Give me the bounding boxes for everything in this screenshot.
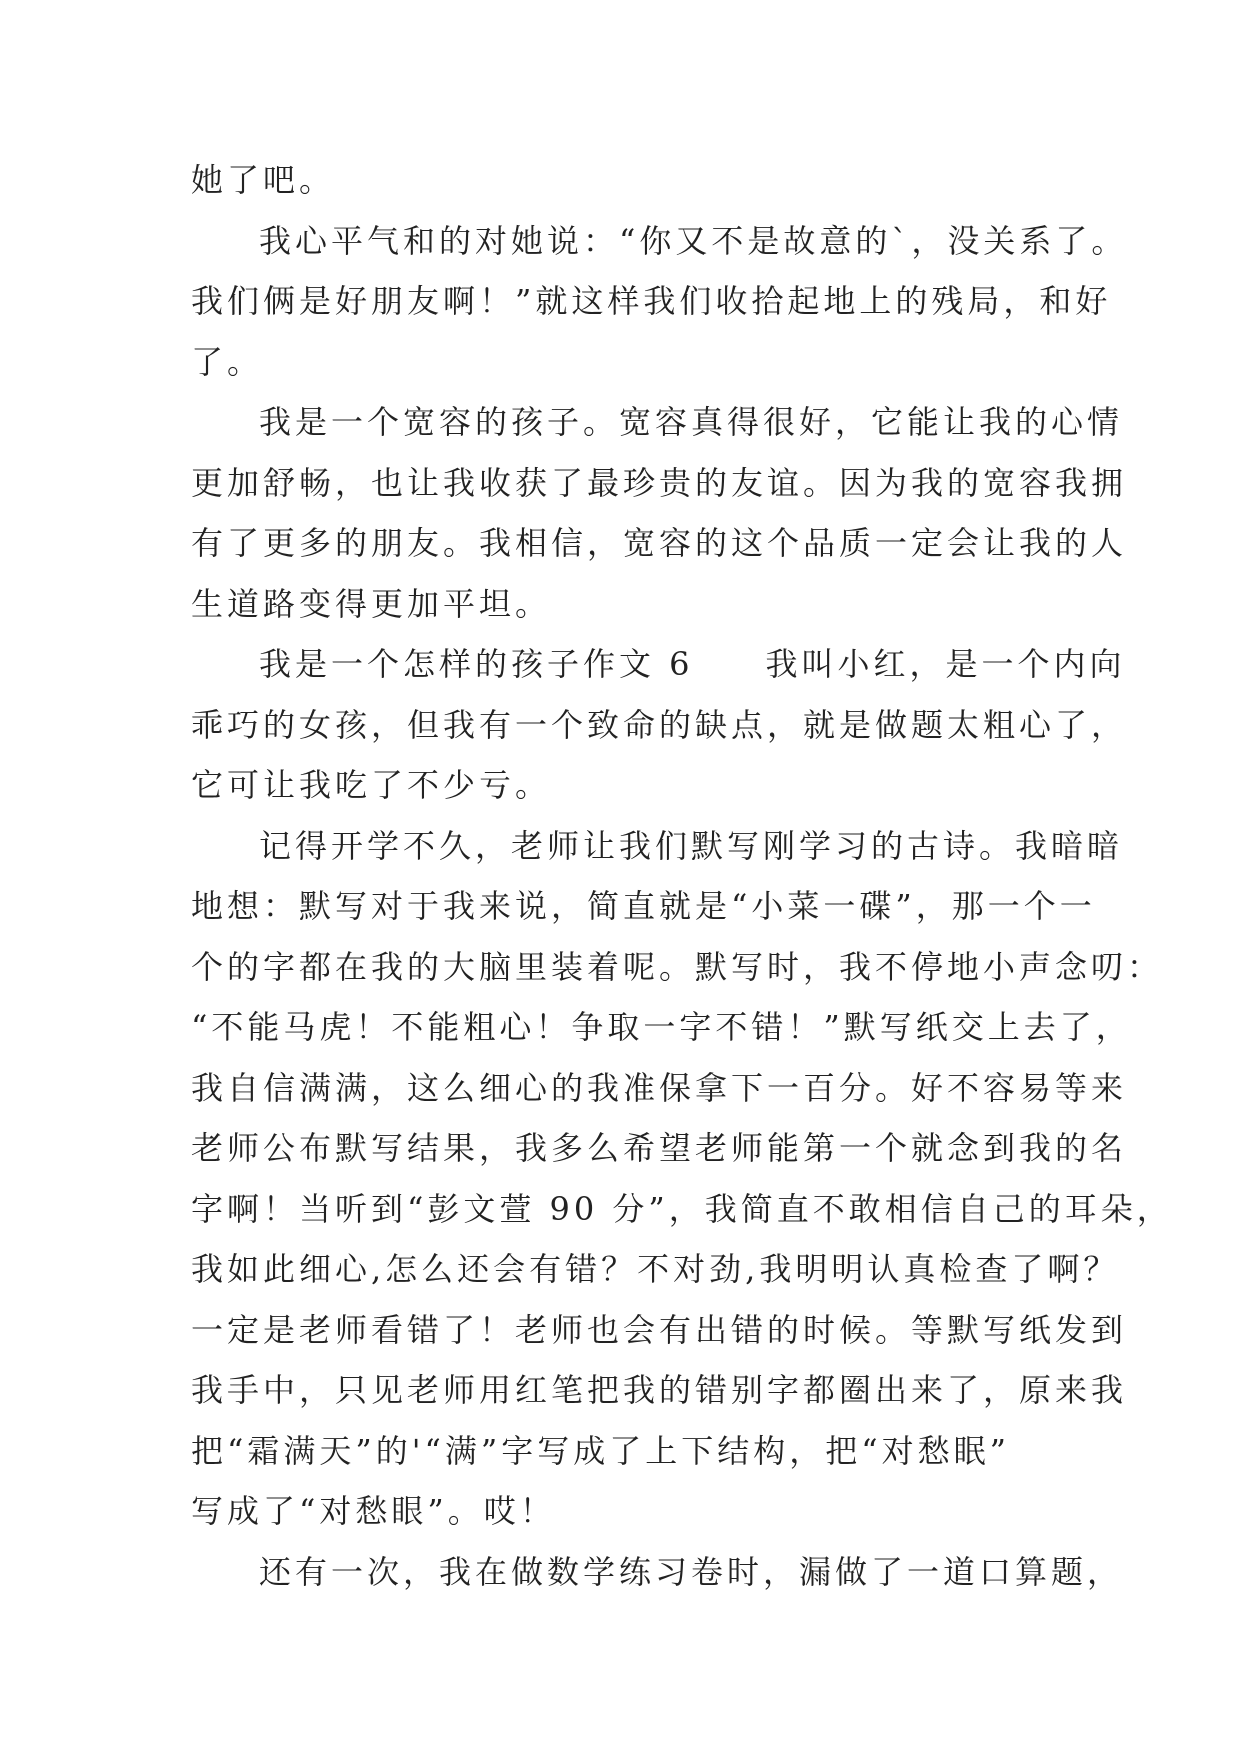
text-line: 我如此细心,怎么还会有错？不对劲,我明明认真检查了啊？	[191, 1250, 1120, 1288]
text-line: 我们俩是好朋友啊！”就这样我们收拾起地上的残局，和好	[191, 282, 1112, 320]
text-line: 个的字都在我的大脑里装着呢。默写时，我不停地小声念叨：	[191, 947, 1164, 986]
text-line: 我自信满满，这么细心的我准保拿下一百分。好不容易等来	[191, 1068, 1128, 1107]
text-line: 我是一个怎样的孩子作文 6 我叫小红，是一个内向	[259, 645, 1126, 683]
text-line: 乖巧的女孩，但我有一个致命的缺点，就是做题太粗心了，	[191, 705, 1128, 744]
text-line: 生道路变得更加平坦。	[191, 584, 552, 623]
text-line: 它可让我吃了不少亏。	[191, 766, 552, 804]
text-line: 字啊！当听到“彭文萱 90 分”，我简直不敢相信自己的耳朵，	[191, 1189, 1173, 1228]
body-text	[191, 150, 1173, 1602]
text-line: 我心平气和的对她说：“你又不是故意的`，没关系了。	[259, 221, 1128, 260]
text-line: 我是一个宽容的孩子。宽容真得很好，它能让我的心情	[259, 403, 1124, 441]
text-line: 更加舒畅，也让我收获了最珍贵的友谊。因为我的宽容我拥	[191, 463, 1128, 502]
text-line: 地想：默写对于我来说，简直就是“小菜一碟”，那一个一	[191, 887, 1096, 925]
text-line: 记得开学不久，老师让我们默写刚学习的古诗。我暗暗	[259, 826, 1124, 865]
text-line: “不能马虎！不能粗心！争取一字不错！”默写纸交上去了，	[191, 1008, 1132, 1046]
text-line: 老师公布默写结果，我多么希望老师能第一个就念到我的名	[191, 1129, 1128, 1167]
text-line: 了。	[191, 342, 264, 381]
text-line: 有了更多的朋友。我相信，宽容的这个品质一定会让我的人	[191, 524, 1128, 562]
text-line: 写成了“对愁眼”。哎！	[191, 1492, 556, 1530]
text-line: 一定是老师看错了！老师也会有出错的时候。等默写纸发到	[191, 1310, 1128, 1349]
text-line: 她了吧。	[191, 161, 336, 199]
text-line: 我手中，只见老师用红笔把我的错别字都圈出来了，原来我	[191, 1371, 1128, 1409]
text-line: 还有一次，我在做数学练习卷时，漏做了一道口算题，	[259, 1552, 1124, 1591]
text-line: 把“霜满天”的'“满”字写成了上下结构，把“对愁眠”	[191, 1431, 1010, 1470]
